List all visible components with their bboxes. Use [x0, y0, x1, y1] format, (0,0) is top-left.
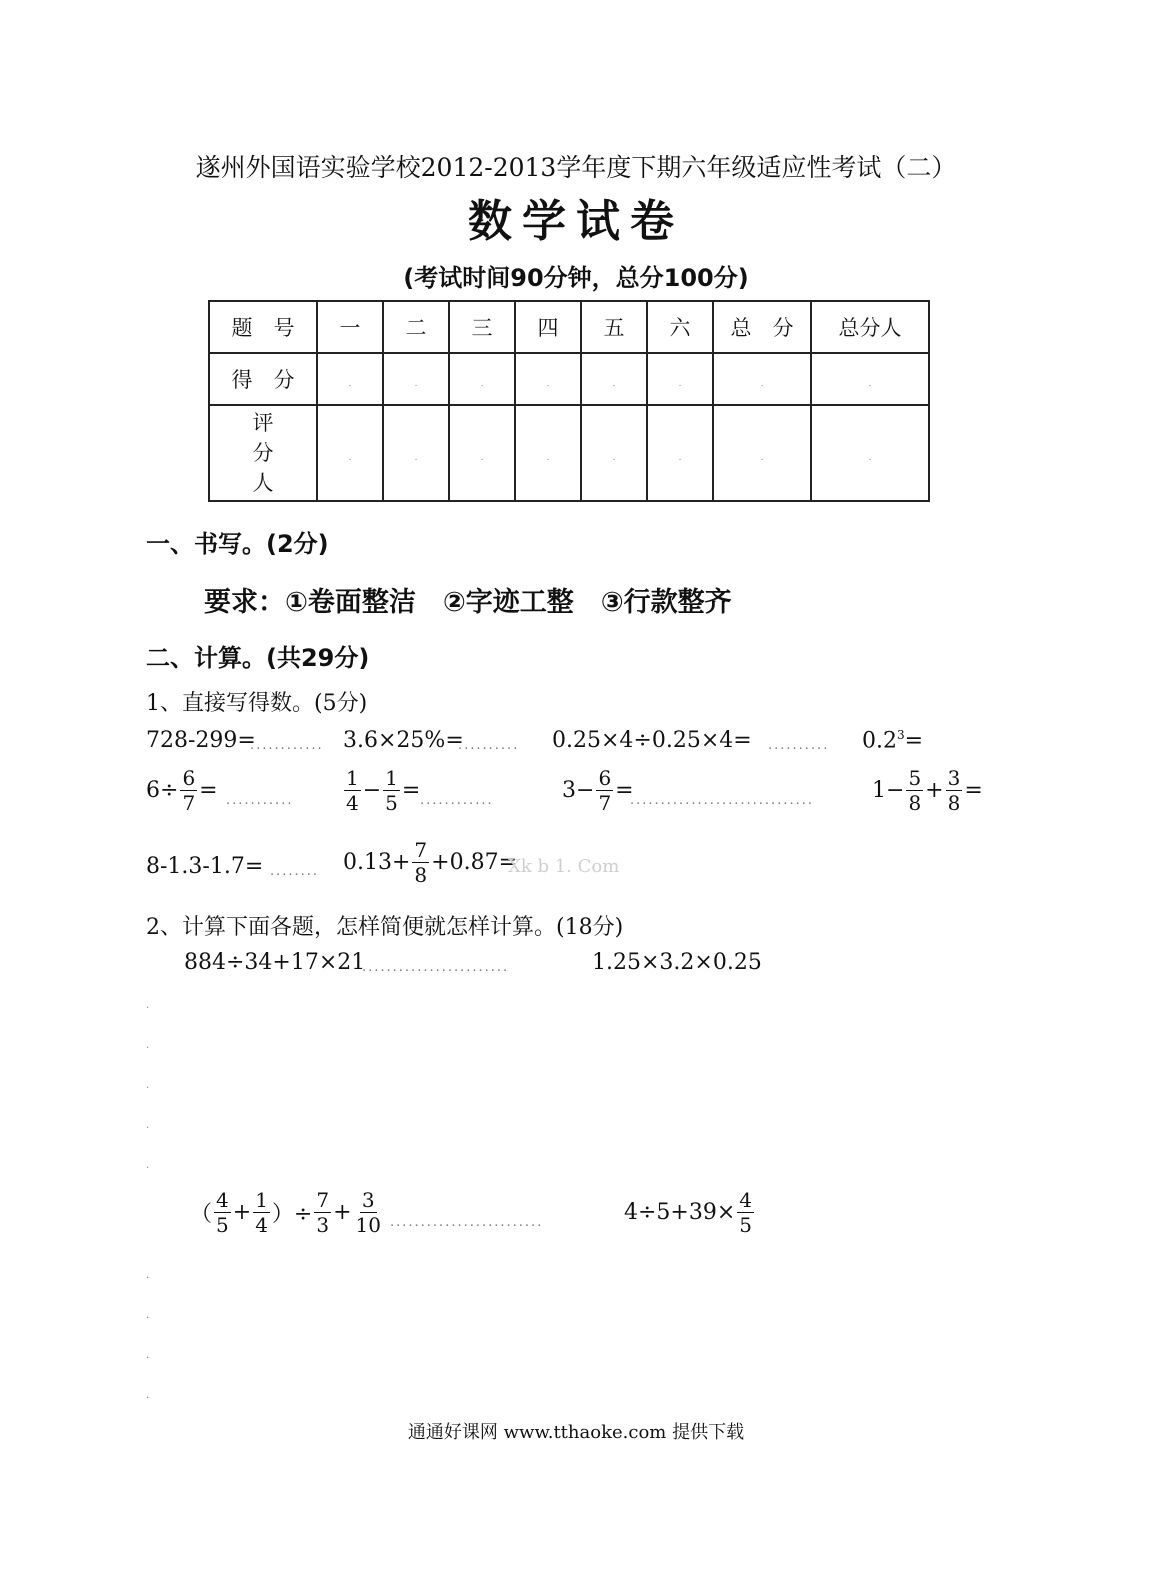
footer-source: 通通好课网 www.tthaoke.com 提供下载 [407, 1422, 745, 1443]
q1-r2-item-b: $\frac{1}{4}$ − $\frac{1}{5}$ = [346, 766, 421, 815]
section2-title: 二、计算。(共29分) [146, 644, 370, 672]
grader-cell[interactable]: . [760, 453, 764, 462]
header-cell-2: 二 [383, 301, 449, 353]
header-cell-3: 三 [449, 301, 515, 353]
q2-expression-2: 1.25×3.2×0.25 [592, 950, 762, 975]
grader-cell[interactable]: . [868, 453, 872, 462]
q1-r1-item-c: 0.25×4÷0.25×4= [552, 728, 752, 753]
header-cell-1: 一 [317, 301, 383, 353]
grader-cell[interactable]: . [546, 453, 550, 462]
section1-requirement: 要求：①卷面整洁 ②字迹工整 ③行款整齐 [204, 587, 732, 618]
q2-expression-3: （ $\frac{4}{5}$ + $\frac{1}{4}$ ）÷ $\frac{7}{3}$ + $\frac{3}{10}$ [190, 1188, 381, 1237]
grader-cell[interactable]: . [480, 453, 484, 462]
q1-r3-item-a: 8-1.3-1.7= [146, 854, 264, 879]
score-cell[interactable]: . [868, 379, 872, 388]
section1-title: 一、书写。(2分) [146, 530, 329, 558]
q1-r1-item-b: 3.6×25%= [343, 728, 464, 753]
q1-r2-item-d: 1− $\frac{5}{8}$ + $\frac{3}{8}$ = [872, 766, 983, 815]
grader-row-label: 评 分 人 [209, 405, 317, 501]
score-row [209, 353, 929, 405]
exam-info: (考试时间90分钟，总分100分) [403, 264, 749, 292]
grader-cell[interactable]: . [678, 453, 682, 462]
main-title: 数学试卷 [468, 196, 684, 247]
header-cell-total: 总 分 [713, 301, 811, 353]
score-cell[interactable]: . [348, 379, 352, 388]
q1-r2-item-c: 3− $\frac{6}{7}$ = [562, 766, 634, 815]
score-table [208, 300, 930, 502]
q1-r1-item-d: $0.2^3=$ [862, 728, 924, 754]
grader-cell[interactable]: . [414, 453, 418, 462]
header-cell-6: 六 [647, 301, 713, 353]
fraction: $\frac{6}{7}$ [182, 766, 196, 815]
table-header-row [209, 301, 929, 353]
q1-r3-item-b: 0.13+ $\frac{7}{8}$ +0.87= [343, 838, 518, 887]
score-cell[interactable]: . [760, 379, 764, 388]
score-cell[interactable]: . [546, 379, 550, 388]
header-cell-question-number: 题 号 [209, 301, 317, 353]
header-cell-total-scorer: 总分人 [811, 301, 929, 353]
header-cell-5: 五 [581, 301, 647, 353]
grader-row [209, 405, 929, 501]
score-cell[interactable]: . [612, 379, 616, 388]
grader-cell[interactable]: . [612, 453, 616, 462]
watermark-text: Xk b 1. Com [508, 856, 620, 877]
grader-cell[interactable]: . [348, 453, 352, 462]
score-cell[interactable]: . [414, 379, 418, 388]
score-row-label: 得 分 [209, 353, 317, 405]
q2-expression-4: 4÷5+39× $\frac{4}{5}$ [624, 1188, 753, 1237]
header-cell-4: 四 [515, 301, 581, 353]
q1-title: 1、直接写得数。(5分) [146, 691, 368, 716]
q2-expression-1: 884÷34+17×21 [184, 950, 366, 975]
q2-title: 2、计算下面各题，怎样简便就怎样计算。(18分) [146, 915, 624, 940]
score-cell[interactable]: . [678, 379, 682, 388]
q1-r1-item-a: 728-299= [146, 728, 256, 753]
score-cell[interactable]: . [480, 379, 484, 388]
q1-r2-item-a: 6÷ $\frac{6}{7}$ = [146, 766, 218, 815]
school-title: 遂州外国语实验学校2012-2013学年度下期六年级适应性考试（二） [195, 153, 957, 182]
